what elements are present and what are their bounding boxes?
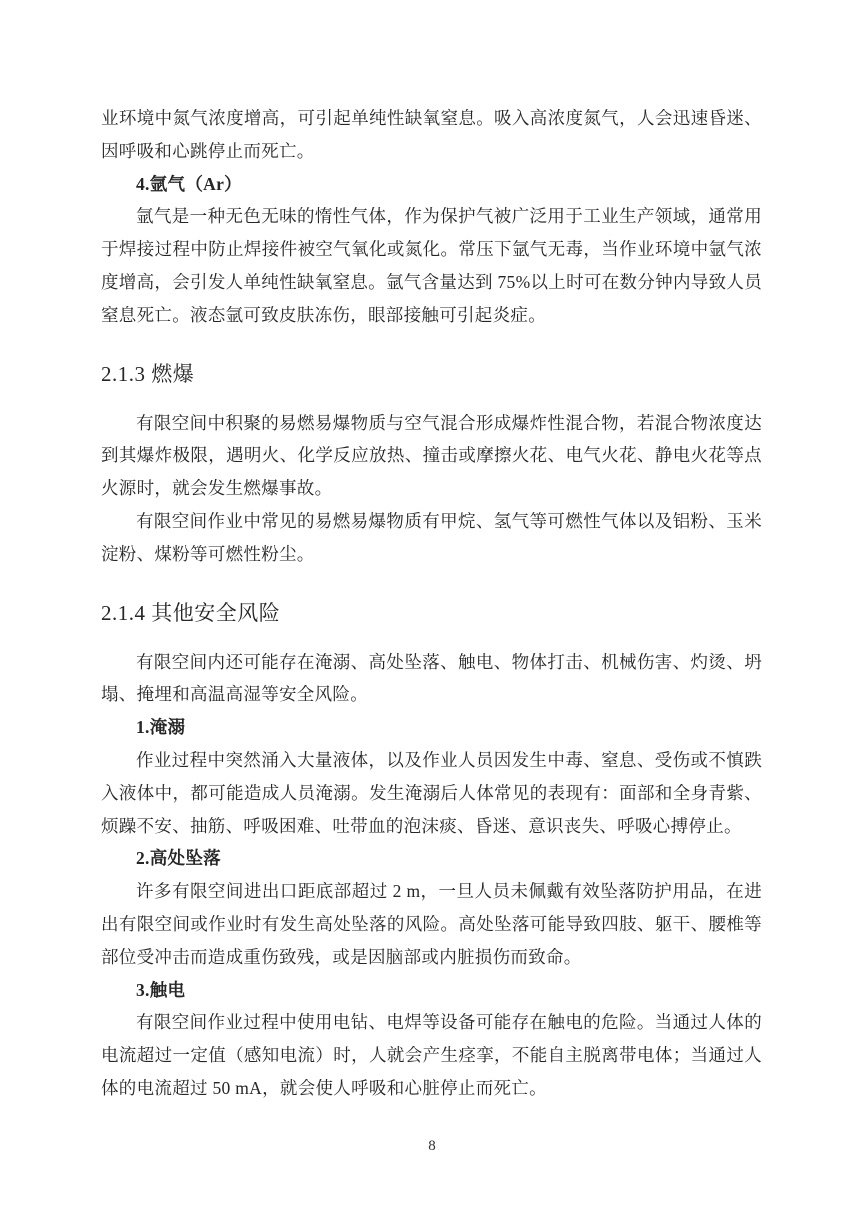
section-heading-2-1-4-other-risks: 2.1.4 其他安全风险 [101,600,281,625]
paragraph-other-risks-intro: 有限空间内还可能存在淹溺、高处坠落、触电、物体打击、机械伤害、灼烫、坍塌、掩埋和高温高湿等安全风险。 [101,651,762,705]
subheading-fall-from-height: 2.高处坠落 [136,848,221,869]
subheading-drowning: 1.淹溺 [136,717,186,738]
subheading-argon: 4.氩气（Ar） [136,173,242,194]
page-number: 8 [428,1138,436,1154]
subheading-electric-shock: 3.触电 [136,979,186,1000]
paragraph-explosion-substances: 有限空间作业中常见的易燃易爆物质有甲烷、氢气等可燃性气体以及铝粉、玉米淀粉、煤粉等可燃性粉尘。 [101,510,762,564]
paragraph-electric-shock: 有限空间作业过程中使用电钻、电焊等设备可能存在触电的危险。当通过人体的电流超过一定值（感知电流）时，人就会产生痉挛，不能自主脱离带电体；当通过人体的电流超过 50 mA，就会使人呼吸和心脏停止而死亡。 [101,1012,762,1098]
paragraph-nitrogen-continued: 业环境中氮气浓度增高，可引起单纯性缺氧窒息。吸入高浓度氮气，人会迅速昏迷、因呼吸和心跳停止而死亡。 [101,108,762,161]
document-body [101,102,762,1105]
paragraph-explosion-mechanism: 有限空间中积聚的易燃易爆物质与空气混合形成爆炸性混合物，若混合物浓度达到其爆炸极限，遇明火、化学反应放热、撞击或摩擦火花、电气火花、静电火花等点火源时，就会发生燃爆事故。 [101,412,762,499]
section-heading-2-1-3-explosion: 2.1.3 燃爆 [101,361,195,386]
paragraph-drowning: 作业过程中突然涌入大量液体，以及作业人员因发生中毒、窒息、受伤或不慎跌入液体中，都可能造成人员淹溺。发生淹溺后人体常见的表现有：面部和全身青紫、烦躁不安、抽筋、呼吸困难、吐带血的泡沫痰、昏迷、意识丧失、呼吸心搏停止。 [101,749,762,836]
paragraph-argon: 氩气是一种无色无味的惰性气体，作为保护气被广泛用于工业生产领域，通常用于焊接过程中防止焊接件被空气氧化或氮化。常压下氩气无毒，当作业环境中氩气浓度增高，会引发人单纯性缺氧窒息。氩气含量达到 75%以上时可在数分钟内导致人员窒息死亡。液态氩可致皮肤冻伤，眼部接触可引起炎症。 [101,206,762,325]
paragraph-fall-from-height: 许多有限空间进出口距底部超过 2 m，一旦人员未佩戴有效坠落防护用品，在进出有限空间或作业时有发生高处坠落的风险。高处坠落可能导致四肢、躯干、腰椎等部位受冲击而造成重伤致残，或是因脑部或内脏损伤而致命。 [101,881,762,967]
